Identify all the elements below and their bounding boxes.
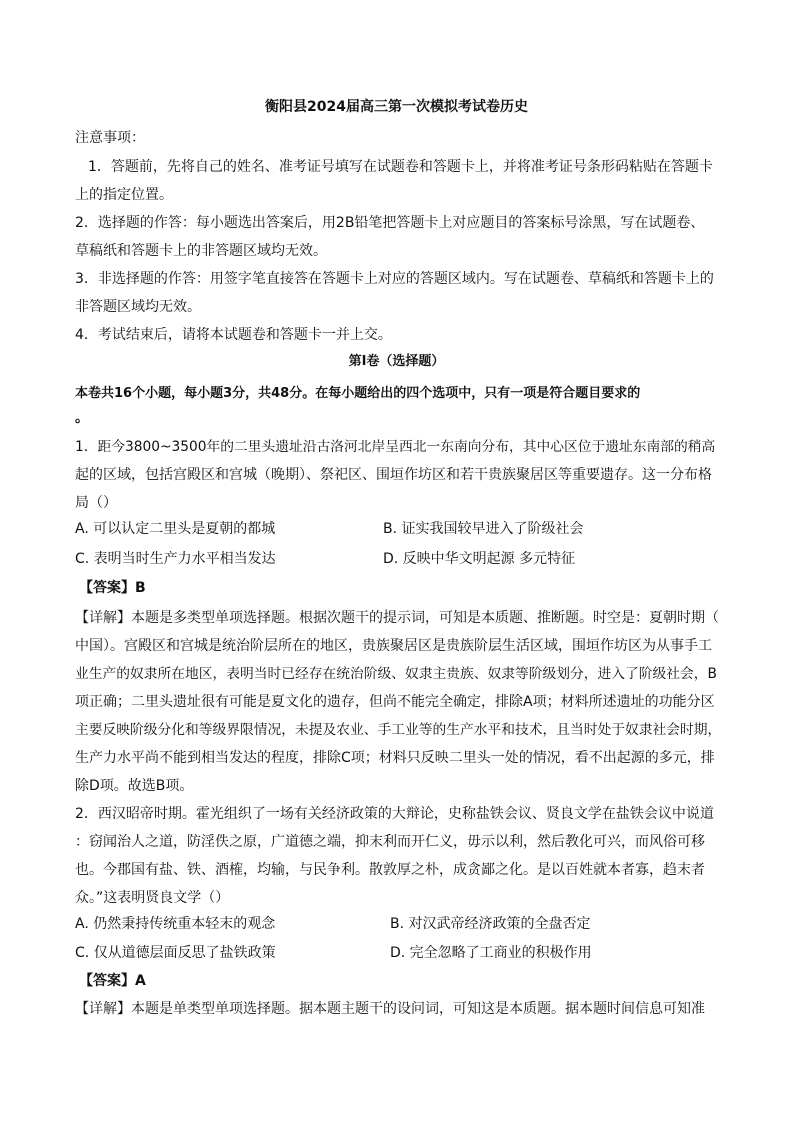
q2-option-c: C. 仅从道德层面反思了盐铁政策: [75, 945, 276, 961]
q2-stem-line-4: 众。”这表明贤良文学（）: [75, 890, 230, 906]
section-title: 第Ⅰ卷（选择题）: [348, 354, 445, 369]
q1-option-c: C. 表明当时生产力水平相当发达: [75, 551, 276, 567]
q1-explanation-line-1: 【详解】本题是多类型单项选择题。根据次题干的提示词，可知是本质题、推断题。时空是：夏朝时期（: [75, 610, 719, 626]
q1-stem-line-3: 局（）: [75, 495, 117, 511]
exam-title: 衡阳县2024届高三第一次模拟考试卷历史: [265, 99, 528, 115]
q1-option-b: B. 证实我国较早进入了阶级社会: [383, 521, 584, 537]
q1-stem-line-1: 1．距今3800~3500年的二里头遗址沿古洛河北岸呈西北一东南向分布，其中心区位于遗址东南部的稍高: [75, 439, 716, 455]
section-intro: 本卷共16个小题，每小题3分，共48分。在每小题给出的四个选项中，只有一项是符合题目要求的: [75, 386, 641, 401]
q2-stem-line-1: 2．西汉昭帝时期。霍光组织了一场有关经济政策的大辩论，史称盐铁会议、贤良文学在盐铁会议中说道: [75, 806, 714, 822]
notice-item-1-cont: 上的指定位置。: [75, 187, 173, 203]
notice-heading: 注意事项：: [75, 130, 145, 146]
q2-explanation-line-1: 【详解】本题是单类型单项选择题。据本题主题干的设问词，可知这是本质题。据本题时间信息可知准: [75, 1001, 705, 1017]
notice-item-3: 3．非选择题的作答：用签字笔直接答在答题卡上对应的答题区域内。写在试题卷、草稿纸和答题卡上的: [75, 271, 714, 287]
notice-item-3-cont: 非答题区域均无效。: [75, 299, 201, 315]
q2-stem-line-2: ：窃闻治人之道，防淫佚之原，广道德之端，抑末利而开仁义，毋示以利，然后教化可兴，而风俗可移: [75, 834, 705, 850]
q2-option-d: D. 完全忽略了工商业的积极作用: [390, 945, 592, 961]
notice-item-2-cont: 草稿纸和答题卡上的非答题区域均无效。: [75, 243, 327, 259]
q1-explanation-line-6: 生产力水平尚不能到相当发达的程度，排除C项；材料只反映二里头一处的情况，看不出起源的多元，排: [75, 750, 715, 766]
q2-answer: 【答案】A: [79, 973, 146, 989]
q1-explanation-line-7: 除D项。故选B项。: [75, 778, 194, 794]
section-intro-cont: 。: [75, 410, 89, 426]
q1-explanation-line-3: 业生产的奴隶所在地区，表明当时已经存在统治阶级、奴隶主贵族、奴隶等阶级划分，进入了阶级社会，B: [75, 666, 717, 682]
notice-item-2: 2．选择题的作答：每小题选出答案后，用2B铅笔把答题卡上对应题目的答案标号涂黑，写在试题卷、: [75, 215, 705, 231]
q1-explanation-line-5: 主要反映阶级分化和等级界限情况，未提及农业、手工业等的生产水平和技术，且当时处于奴隶社会时期，: [75, 722, 722, 738]
q2-stem-line-3: 也。今郡国有盐、铁、酒榷，均输，与民争利。散敦厚之朴，成贪鄙之化。是以百姓就本者寡，趋末者: [75, 862, 705, 878]
notice-item-1: 1．答题前，先将自己的姓名、准考证号填写在试题卷和答题卡上，并将准考证号条形码粘贴在答题卡: [88, 159, 713, 175]
q2-option-a: A. 仍然秉持传统重本轻末的观念: [75, 916, 276, 932]
q1-explanation-line-4: 项正确；二里头遗址很有可能是夏文化的遗存，但尚不能完全确定，排除A项；材料所述遗址的功能分区: [75, 694, 715, 710]
q2-option-b: B. 对汉武帝经济政策的全盘否定: [390, 916, 591, 932]
q1-stem-line-2: 起的区域，包括宫殿区和宫城（晚期）、祭祀区、围垣作坊区和若干贵族聚居区等重要遗存。这一分布格: [75, 467, 712, 483]
q1-answer: 【答案】B: [79, 580, 146, 596]
q1-option-d: D. 反映中华文明起源 多元特征: [383, 551, 576, 567]
notice-item-4: 4．考试结束后，请将本试题卷和答题卡一并上交。: [75, 327, 392, 343]
q1-option-a: A. 可以认定二里头是夏朝的都城: [75, 521, 276, 537]
q1-explanation-line-2: 中国）。宫殿区和宫城是统治阶层所在的地区，贵族聚居区是贵族阶层生活区域，围垣作坊区为从事手工: [75, 638, 712, 654]
